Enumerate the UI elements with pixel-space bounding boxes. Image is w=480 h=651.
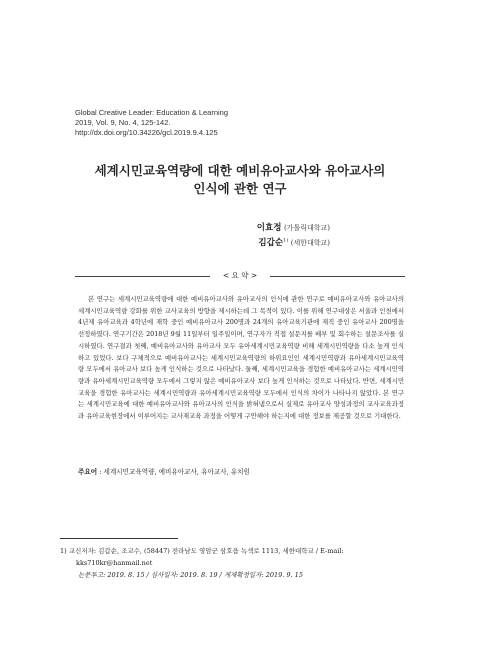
footnote-rule: [60, 538, 178, 539]
abstract-heading-label: < 요 약 >: [217, 271, 263, 280]
author-2-footnote-mark: 1): [283, 237, 289, 244]
author-2: [258, 236, 330, 248]
footnote: [60, 545, 420, 569]
submission-dates: 논문투고: 2019. 8. 15 / 심사일자: 2019. 8. 19 / 게재확정일자: 2019. 9. 15: [78, 571, 303, 579]
journal-name: Global Creative Leader: Education & Learning: [75, 108, 229, 117]
author-1: [257, 221, 330, 233]
keywords-text: : 세계시민교육역량, 예비유아교사, 유아교사, 유치원: [99, 468, 250, 476]
footnote-line-1: 1) 교신저자: 김갑순, 조교수, (58447) 전라남도 영암군 삼호읍 녹색로 1113, 세한대학교 / E-mail:: [60, 547, 344, 555]
abstract-body: 본 연구는 세계시민교육역량에 대한 예비유아교사와 유아교사의 인식에 관한 연구로 예비유아교사와 유아교사의 세계시민교육역량 강화를 위한 교사교육의 방향을 제시하는데 그 목적이 있다. 이를 위해 연구대상은 서울과 인천에서 4년제 유아교육과 4학년에 재학 중인 예비유아교사 200명과 24개의 유아교육기관에 재직 중인 유아교사 200명을 선정하였다. 연구기간은 2018년 9월 11일부터 일주일이며, 연구자가 직접 설문지를 배부 및 회수하는 설문조사를 실시하였다. 연구결과 첫째, 예비유아교사와 유아교사 모두 유아세계시민교육역량 비해 세계시민역량을 다소 높게 인식하고 있었다. 보다 구체적으로 예비유아교사는 세계시민교육역량의 하위요인인 세계시민역량과 유아세계시민교육역량 모두에서 유아교사 보다 높게 인식하는 것으로 나타났다. 둘째, 세계시민교육을 경험한 예비유아교사는 세계시민역량과 유아세계시민교육역량 모두에서 그렇지 않은 예비유아교사 보다 높게 인식하는 것으로 나타났다. 반면, 세계시민교육을 경험한 유아교사는 세계시민역량과 유아세계시민교육역량 모두에서 인식의 차이가 나타나지 않았다. 본 연구는 세계시민교육에 대한 예비유아교사와 유아교사의 인식을 밝혀냄으로서 실제로 유아교사 양성과정의 교사교육과정과 유아교육현장에서 이루어지는 교사재교육 과정을 어떻게 구안해야 하는지에 대한 정보를 제공할 것으로 기대한다.: [78, 295, 404, 421]
keywords-label: 주요어: [78, 468, 98, 476]
author-1-name: 이효정: [256, 223, 282, 233]
keywords: [78, 466, 250, 476]
footnote-email[interactable]: kks710kr@hanmail.net: [76, 559, 153, 567]
title-line-2: 인식에 관한 연구: [193, 181, 287, 196]
abstract-heading: [75, 270, 405, 282]
author-2-affiliation: (세한대학교): [290, 239, 330, 247]
journal-info: [75, 108, 228, 138]
author-1-affiliation: (가톨릭대학교): [283, 224, 330, 232]
paper-title: [60, 162, 420, 198]
title-line-1: 세계시민교육역량에 대한 예비유아교사와 유아교사의: [94, 163, 386, 178]
journal-issue: 2019, Vol. 9, No. 4, 125-142.: [75, 118, 171, 127]
author-2-name: 김갑순: [258, 238, 284, 248]
journal-doi[interactable]: http://dx.doi.org/10.34226/gcl.2019.9.4.125: [75, 128, 218, 137]
